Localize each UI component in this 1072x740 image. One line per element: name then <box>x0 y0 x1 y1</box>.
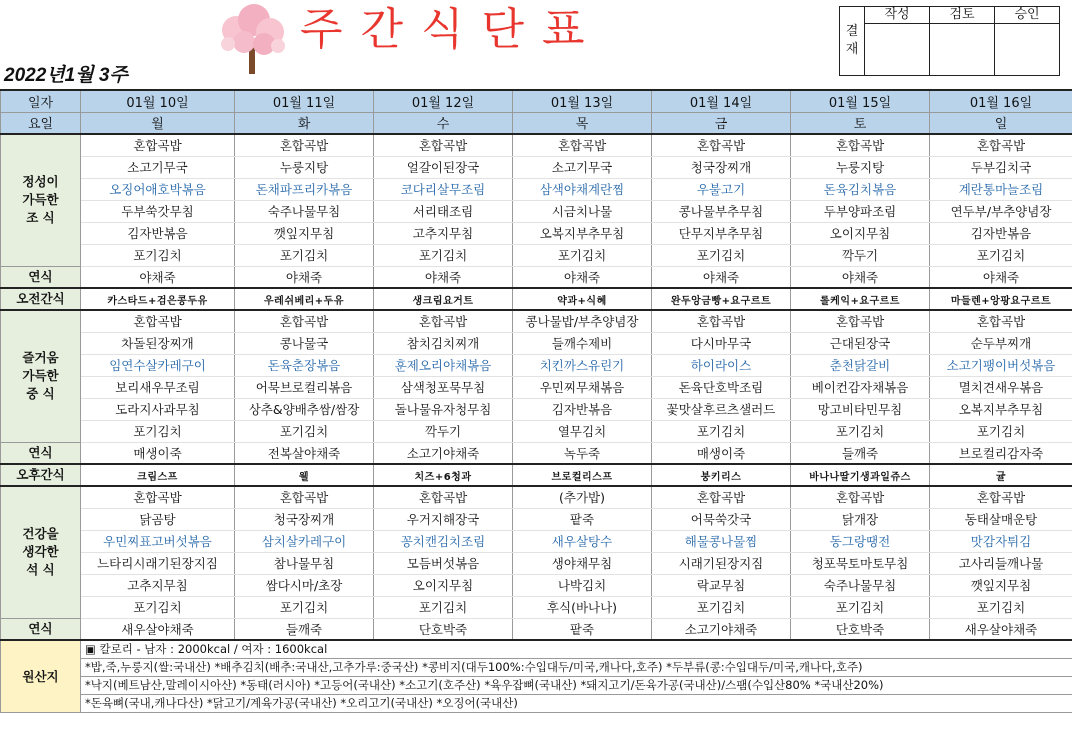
menu-item: 오복지부추무침 <box>513 222 652 244</box>
menu-item: 돈육단호박조림 <box>652 376 791 398</box>
menu-item: 김자반볶음 <box>513 398 652 420</box>
weekday-cell: 금 <box>652 112 791 134</box>
menu-item: 서리태조림 <box>374 200 513 222</box>
origin-line: ▣ 칼로리 - 남자 : 2000kcal / 여자 : 1600kcal <box>81 640 1072 658</box>
snack-item: 생크림요거트 <box>374 288 513 310</box>
menu-item: 시래기된장지짐 <box>652 552 791 574</box>
menu-item: 혼합곡밥 <box>235 310 374 332</box>
menu-item: 우거지해장국 <box>374 508 513 530</box>
snack-item: 야채죽 <box>930 266 1072 288</box>
date-label: 일자 <box>1 90 81 112</box>
dinner-label: 건강을 생각한 석 식 <box>1 486 81 618</box>
menu-item: 포기김치 <box>374 596 513 618</box>
snack-item: 매생이죽 <box>652 442 791 464</box>
snack-item: 카스타드+검은콩두유 <box>81 288 235 310</box>
approval-label: 결재 <box>840 7 865 76</box>
menu-item: 소고기무국 <box>81 156 235 178</box>
approval-sign-approve[interactable] <box>995 24 1060 76</box>
blossom-tree-icon <box>214 2 290 76</box>
menu-item: 두부양파조림 <box>791 200 930 222</box>
menu-item: 닭곰탕 <box>81 508 235 530</box>
menu-item: 임연수살카레구이 <box>81 354 235 376</box>
snack-item: 야채죽 <box>235 266 374 288</box>
snack-item: 들깨죽 <box>791 442 930 464</box>
menu-item: 우불고기 <box>652 178 791 200</box>
menu-item: 순두부찌개 <box>930 332 1072 354</box>
menu-item: 포기김치 <box>81 596 235 618</box>
menu-item: 깻잎지무침 <box>930 574 1072 596</box>
snack-item: 바나나딸기생과일쥬스 <box>791 464 930 486</box>
weekday-label: 요일 <box>1 112 81 134</box>
menu-item: 상추&양배추쌈/쌈장 <box>235 398 374 420</box>
menu-item: 들깨수제비 <box>513 332 652 354</box>
menu-item: 포기김치 <box>81 420 235 442</box>
menu-item: 망고비타민무침 <box>791 398 930 420</box>
menu-item: 동태살매운탕 <box>930 508 1072 530</box>
menu-item: 베이컨감자채볶음 <box>791 376 930 398</box>
approval-col-approve: 승인 <box>995 7 1060 24</box>
approval-col-review: 검토 <box>930 7 995 24</box>
snack-item: 약과+식혜 <box>513 288 652 310</box>
menu-item: 포기김치 <box>930 596 1072 618</box>
menu-item: 보리새우무조림 <box>81 376 235 398</box>
snack-item: 야채죽 <box>81 266 235 288</box>
date-cell: 01월 15일 <box>791 90 930 112</box>
menu-item: 어묵브로컬리볶음 <box>235 376 374 398</box>
snack-item: 단호박죽 <box>791 618 930 640</box>
lunch-snack-label: 연식 <box>1 442 81 464</box>
snack-item: 새우살야채죽 <box>81 618 235 640</box>
approval-box <box>839 6 1060 76</box>
menu-item: 콩나물부추무침 <box>652 200 791 222</box>
menu-item: 오이지무침 <box>791 222 930 244</box>
menu-item: 나박김치 <box>513 574 652 596</box>
breakfast-label: 정성이 가득한 조 식 <box>1 134 81 266</box>
menu-item: 생야채무침 <box>513 552 652 574</box>
snack-item: 녹두죽 <box>513 442 652 464</box>
menu-item: 혼합곡밥 <box>930 310 1072 332</box>
snack-item: 웰 <box>235 464 374 486</box>
menu-item: 소고기팽이버섯볶음 <box>930 354 1072 376</box>
menu-item: 숙주나물무침 <box>235 200 374 222</box>
menu-item: 혼합곡밥 <box>235 134 374 156</box>
menu-item: 돌나물유자청무침 <box>374 398 513 420</box>
date-cell: 01월 16일 <box>930 90 1072 112</box>
menu-item: 멸치견새우볶음 <box>930 376 1072 398</box>
menu-item: 다시마무국 <box>652 332 791 354</box>
snack-item: 소고기야채죽 <box>652 618 791 640</box>
afternoon-snack-label: 오후간식 <box>1 464 81 486</box>
snack-item: 새우살야채죽 <box>930 618 1072 640</box>
origin-line: *낙지(베트남산,말레이시아산) *동태(러시아) *고등어(국내산) *소고기(호주산) *육우잡뼈(국내산) *돼지고기/돈육가공(국내산)/스팸(수입산80% *국내산20%) <box>81 676 1072 694</box>
origin-line: *밥,죽,누룽지(쌀:국내산) *배추김치(배추:국내산,고추가루:중국산) *콩비지(대두100%:수입대두/미국,캐나다,호주) *두부류(콩:수입대두/미국,캐나다,호주) <box>81 658 1072 676</box>
snack-item: 야채죽 <box>791 266 930 288</box>
weekly-menu-table <box>0 89 1072 713</box>
snack-item: 야채죽 <box>374 266 513 288</box>
menu-item: 닭개장 <box>791 508 930 530</box>
menu-item: 어묵쑥갓국 <box>652 508 791 530</box>
weekday-cell: 화 <box>235 112 374 134</box>
menu-item: 포기김치 <box>652 596 791 618</box>
menu-item: 하이라이스 <box>652 354 791 376</box>
menu-item: 동그랑땡전 <box>791 530 930 552</box>
menu-item: 소고기무국 <box>513 156 652 178</box>
snack-item: 우레쉬베리+두유 <box>235 288 374 310</box>
menu-item: 단무지부추무침 <box>652 222 791 244</box>
approval-col-write: 작성 <box>865 7 930 24</box>
menu-item: 혼합곡밥 <box>81 310 235 332</box>
menu-item: 참나물무침 <box>235 552 374 574</box>
menu-item: 근대된장국 <box>791 332 930 354</box>
menu-item: 고추지무침 <box>81 574 235 596</box>
menu-item: 누룽지탕 <box>235 156 374 178</box>
menu-item: 오이지무침 <box>374 574 513 596</box>
menu-item: 콩나물밥/부추양념장 <box>513 310 652 332</box>
page-header <box>0 0 1072 88</box>
menu-item: 코다리살무조림 <box>374 178 513 200</box>
menu-item: 연두부/부추양념장 <box>930 200 1072 222</box>
menu-item: 맛감자튀김 <box>930 530 1072 552</box>
menu-item: 고추지무침 <box>374 222 513 244</box>
menu-item: 꽃맛살후르츠샐러드 <box>652 398 791 420</box>
menu-item: 포기김치 <box>652 420 791 442</box>
menu-item: 돈육김치볶음 <box>791 178 930 200</box>
menu-item: 혼합곡밥 <box>791 310 930 332</box>
menu-item: 혼합곡밥 <box>374 310 513 332</box>
menu-item: 깍두기 <box>791 244 930 266</box>
menu-item: 혼합곡밥 <box>791 134 930 156</box>
menu-item: 춘천닭갈비 <box>791 354 930 376</box>
menu-item: (추가밥) <box>513 486 652 508</box>
menu-item: 청국장찌개 <box>235 508 374 530</box>
snack-item: 귤 <box>930 464 1072 486</box>
menu-item: 락교무침 <box>652 574 791 596</box>
snack-item: 전복살야채죽 <box>235 442 374 464</box>
snack-item: 팥죽 <box>513 618 652 640</box>
snack-item: 치즈+6청과 <box>374 464 513 486</box>
snack-item: 붕키리스 <box>652 464 791 486</box>
page-title: 주간식단표 <box>300 4 603 55</box>
menu-item: 두부쑥갓무침 <box>81 200 235 222</box>
snack-item: 매생이죽 <box>81 442 235 464</box>
menu-item: 혼합곡밥 <box>930 134 1072 156</box>
menu-item: 콩나물국 <box>235 332 374 354</box>
weekday-cell: 일 <box>930 112 1072 134</box>
menu-item: 깻잎지무침 <box>235 222 374 244</box>
lunch-label: 즐거움 가득한 중 식 <box>1 310 81 442</box>
snack-item: 소고기야채죽 <box>374 442 513 464</box>
menu-item: 열무김치 <box>513 420 652 442</box>
menu-item: 돈육춘장볶음 <box>235 354 374 376</box>
menu-item: 모듬버섯볶음 <box>374 552 513 574</box>
snack-item: 크림스프 <box>81 464 235 486</box>
menu-item: 숙주나물무침 <box>791 574 930 596</box>
menu-item: 우민찌무채볶음 <box>513 376 652 398</box>
menu-item: 꽁치캔김치조림 <box>374 530 513 552</box>
menu-item: 포기김치 <box>513 244 652 266</box>
menu-item: 포기김치 <box>235 244 374 266</box>
menu-item: 오징어애호박볶음 <box>81 178 235 200</box>
menu-item: 계란통마늘조림 <box>930 178 1072 200</box>
date-cell: 01월 12일 <box>374 90 513 112</box>
snack-item: 롤케익+요구르트 <box>791 288 930 310</box>
menu-item: 청포묵토마토무침 <box>791 552 930 574</box>
approval-sign-review[interactable] <box>930 24 995 76</box>
snack-item: 브로컬리감자죽 <box>930 442 1072 464</box>
menu-item: 느타리시래기된장지짐 <box>81 552 235 574</box>
menu-item: 고사리들깨나물 <box>930 552 1072 574</box>
menu-item: 포기김치 <box>235 420 374 442</box>
snack-item: 야채죽 <box>652 266 791 288</box>
menu-item: 혼합곡밥 <box>513 134 652 156</box>
menu-item: 혼합곡밥 <box>374 486 513 508</box>
date-cell: 01월 10일 <box>81 90 235 112</box>
menu-item: 시금치나물 <box>513 200 652 222</box>
menu-item: 김자반볶음 <box>81 222 235 244</box>
snack-item: 단호박죽 <box>374 618 513 640</box>
menu-item: 혼합곡밥 <box>930 486 1072 508</box>
menu-item: 혼합곡밥 <box>81 486 235 508</box>
menu-item: 혼합곡밥 <box>235 486 374 508</box>
menu-item: 해물콩나물찜 <box>652 530 791 552</box>
menu-item: 우민찌표고버섯볶음 <box>81 530 235 552</box>
snack-item: 브로컬리스프 <box>513 464 652 486</box>
menu-item: 포기김치 <box>235 596 374 618</box>
menu-item: 포기김치 <box>81 244 235 266</box>
menu-item: 포기김치 <box>652 244 791 266</box>
menu-item: 혼합곡밥 <box>374 134 513 156</box>
menu-item: 차돌된장찌개 <box>81 332 235 354</box>
morning-snack-label: 오전간식 <box>1 288 81 310</box>
week-date-title: 2022년1월 3주 <box>4 65 128 86</box>
origin-label: 원산지 <box>1 640 81 712</box>
weekday-cell: 월 <box>81 112 235 134</box>
menu-item: 두부김치국 <box>930 156 1072 178</box>
menu-item: 혼합곡밥 <box>652 134 791 156</box>
weekday-cell: 목 <box>513 112 652 134</box>
weekday-cell: 수 <box>374 112 513 134</box>
snack-item: 들깨죽 <box>235 618 374 640</box>
approval-sign-write[interactable] <box>865 24 930 76</box>
menu-item: 포기김치 <box>930 420 1072 442</box>
menu-item: 포기김치 <box>930 244 1072 266</box>
menu-item: 포기김치 <box>791 420 930 442</box>
menu-item: 오복지부추무침 <box>930 398 1072 420</box>
menu-item: 청국장찌개 <box>652 156 791 178</box>
menu-item: 팥죽 <box>513 508 652 530</box>
dinner-snack-label: 연식 <box>1 618 81 640</box>
snack-item: 야채죽 <box>513 266 652 288</box>
snack-item: 완두앙금빵+요구르트 <box>652 288 791 310</box>
date-cell: 01월 13일 <box>513 90 652 112</box>
menu-item: 새우살탕수 <box>513 530 652 552</box>
date-cell: 01월 14일 <box>652 90 791 112</box>
snack-item: 마들렌+앙팡요구르트 <box>930 288 1072 310</box>
menu-item: 얼갈이된장국 <box>374 156 513 178</box>
menu-item: 도라지사과무침 <box>81 398 235 420</box>
menu-item: 포기김치 <box>374 244 513 266</box>
breakfast-snack-label: 연식 <box>1 266 81 288</box>
menu-item: 포기김치 <box>791 596 930 618</box>
menu-item: 깍두기 <box>374 420 513 442</box>
weekday-cell: 토 <box>791 112 930 134</box>
menu-item: 혼합곡밥 <box>652 310 791 332</box>
menu-item: 치킨까스유린기 <box>513 354 652 376</box>
menu-item: 혼합곡밥 <box>791 486 930 508</box>
menu-item: 삼색야채계란찜 <box>513 178 652 200</box>
menu-item: 혼합곡밥 <box>81 134 235 156</box>
menu-item: 김자반볶음 <box>930 222 1072 244</box>
menu-item: 참치김치찌개 <box>374 332 513 354</box>
date-cell: 01월 11일 <box>235 90 374 112</box>
menu-item: 삼치살카레구이 <box>235 530 374 552</box>
origin-line: *돈육뼈(국내,캐나다산) *닭고기/계육가공(국내산) *오리고기(국내산) *오징어(국내산) <box>81 694 1072 712</box>
menu-item: 돈채파프리카볶음 <box>235 178 374 200</box>
menu-item: 쌈다시마/초장 <box>235 574 374 596</box>
menu-item: 후식(바나나) <box>513 596 652 618</box>
menu-item: 훈제오리야채볶음 <box>374 354 513 376</box>
menu-item: 누룽지탕 <box>791 156 930 178</box>
menu-item: 혼합곡밥 <box>652 486 791 508</box>
menu-item: 삼색청포묵무침 <box>374 376 513 398</box>
